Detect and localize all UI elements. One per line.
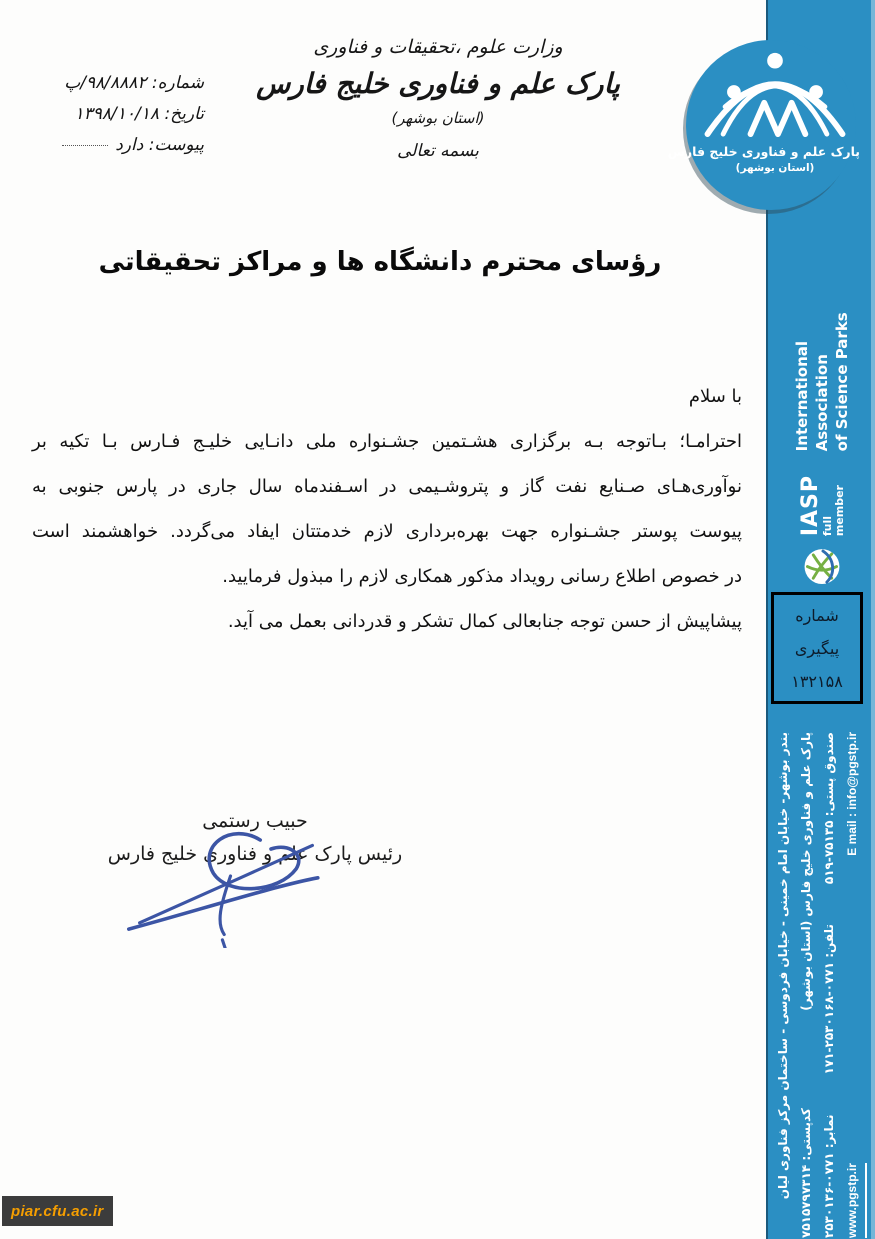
body-line: پیوست پوستر جشـنواره جهت بهره‌برداری لازم خدمتتان ایفاد می‌گردد. خواهشمند است [32, 521, 742, 542]
province-name: (استان بوشهر) [391, 109, 485, 127]
organization-name: پارک علم و فناوری خلیج فارس [256, 67, 620, 100]
contact-org-postal [795, 732, 818, 1238]
letterhead [243, 36, 633, 161]
contact-info-block [772, 732, 864, 1238]
logo-title: پارک علم و فناوری خلیج فارس [667, 144, 860, 159]
letter-number-label: شماره: [151, 73, 204, 93]
letter-date [14, 99, 204, 130]
iasp-association-line2: of Science Parks [833, 312, 852, 452]
iasp-association-block [792, 245, 853, 451]
dome-network-icon [700, 48, 850, 138]
signer-title: رئیس پارک علم و فناوری خلیج فارس [107, 843, 403, 865]
body-line: در خصوص اطلاع رسانی رویداد مذکور همکاری لازم را مبذول فرمایید. [222, 566, 742, 587]
org-text: پارک علم و فناوری خلیج فارس (استان بوشهر) [799, 732, 813, 1011]
letter-number-value: ۹۸/۸۸۸۲/پ [64, 73, 147, 93]
watermark-text: piar.cfu.ac.ir [11, 1203, 104, 1220]
letter-body [32, 374, 742, 644]
park-logo [667, 48, 860, 174]
postal-code-text: کدپستی: ۷۵۱۵۷۹۷۳۱۴ [799, 1108, 813, 1238]
iasp-globe-icon [803, 548, 841, 585]
letter-number [14, 68, 204, 99]
attachment-value: دارد [115, 135, 144, 155]
email-text: E mail : info@pgstp.ir [845, 732, 859, 856]
salutation: با سلام [688, 386, 742, 407]
reference-block [14, 68, 204, 161]
watermark-badge [2, 1196, 113, 1226]
iasp-acronym: IASP [797, 474, 823, 537]
iasp-association-line1: International Association [792, 340, 831, 452]
ministry-name: وزارت علوم ،تحقیقات و فناوری [313, 36, 563, 58]
dotted-leader [62, 145, 108, 146]
tracking-number-box [771, 592, 863, 704]
tracking-label-line2: پیگیری [794, 638, 840, 658]
iasp-membership: full member [821, 485, 846, 537]
iasp-acronym-block [799, 463, 845, 536]
website-text: www.pgstp.ir [841, 1163, 867, 1238]
recipient-title: رؤسای محترم دانشگاه ها و مراکز تحقیقاتی [98, 247, 662, 277]
body-line: نوآوری‌هـای صـنایع نفت گاز و پتروشـیمی در اسـفندماه سال جاری در پارس جنوبی به [32, 476, 742, 497]
contact-phone-fax [818, 732, 841, 1238]
address-text: بندر بوشهر- خیابان امام خمینی - خیابان فردوسی - ساختمان مرکز فناوری لیان [776, 732, 790, 1200]
tracking-label-line1: شماره [795, 605, 839, 625]
logo-subtitle: (استان بوشهر) [735, 162, 815, 174]
contact-email-web [841, 732, 867, 1238]
signer-name: حبیب رستمی [202, 810, 308, 832]
body-line: احترامـا؛ بـاتوجه بـه برگزاری هشـتمین جشـنواره ملی دانـایی خلیـج فـارس بـا تکیه بر [32, 431, 742, 452]
letter-attachment [14, 130, 204, 161]
letter-date-value: ۱۳۹۸/۱۰/۱۸ [74, 104, 160, 124]
po-box-text: صندوق پستی: ۷۵۱۳۵-۵۱۹ [822, 732, 836, 885]
iasp-membership-lockup [780, 245, 864, 585]
tracking-number: ۱۳۲۱۵۸ [791, 671, 843, 691]
fax-text: نمابر: ۰۷۷۱-۲۵۳۰۱۳۶ [822, 1114, 836, 1238]
handwritten-signature [112, 822, 340, 948]
attachment-label: پیوست: [148, 135, 204, 155]
bismillah: بسمه تعالی [397, 141, 479, 161]
phone-text: تلفن: ۰۷۷۱-۲۵۳۰۱۶۸-۱۷۱ [822, 924, 836, 1075]
letter-date-label: تاریخ: [164, 104, 204, 124]
contact-address [772, 732, 795, 1238]
body-line: پیشاپیش از حسن توجه جنابعالی کمال تشکر و قدردانی بعمل می آید. [227, 611, 742, 632]
